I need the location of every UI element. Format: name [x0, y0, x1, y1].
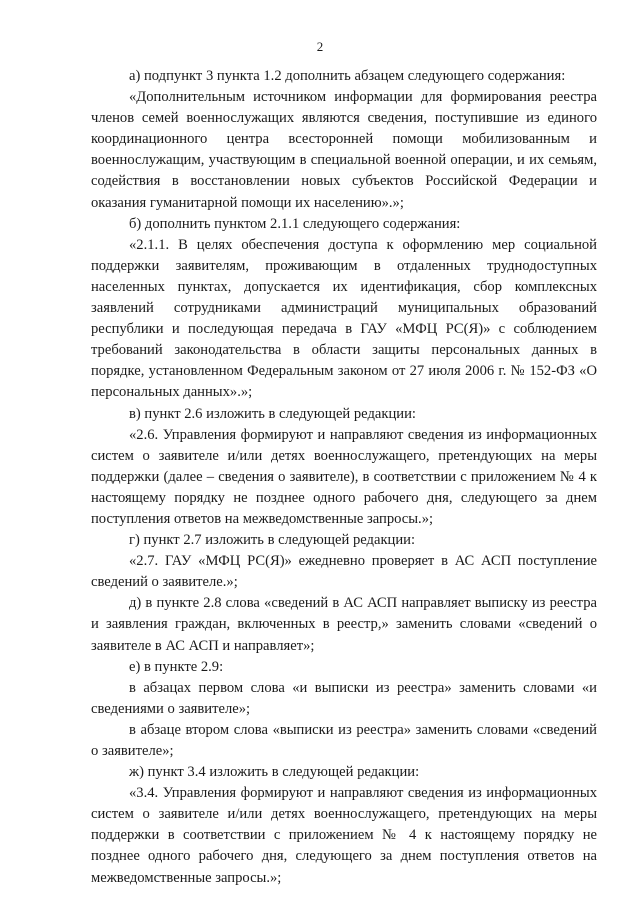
paragraph: «3.4. Управления формируют и направляют сведения из информационных систем о заявителе и/или детях военнослужащего, претендующих на меры поддержки в соответствии с приложением № 4 к настоящему порядку не позднее одного рабочего дня, следующего за днем поступления ответов на межведомственные запросы.»; — [91, 785, 597, 886]
paragraph: е) в пункте 2.9: — [129, 658, 224, 675]
page-number: 2 — [316, 39, 324, 54]
paragraph: в абзацах первом слова «и выписки из реестра» заменить словами «и сведениями о заявителе»; — [91, 679, 597, 717]
paragraph: «Дополнительным источником информации для формирования реестра членов семей военнослужащих являются сведения, поступившие из единого координационного центра всесторонней помощи мобилизованным и военнослужащим, участвующим в специальной военной операции, и их семьям, содействия в восстановлении новых субъектов Российской Федерации и оказания гуманитарной помощи их населению».»; — [91, 89, 597, 211]
paragraph: ж) пункт 3.4 изложить в следующей редакции: — [129, 764, 420, 781]
paragraph: а) подпункт 3 пункта 1.2 дополнить абзацем следующего содержания: — [129, 68, 566, 84]
paragraph: «2.1.1. В целях обеспечения доступа к оформлению мер социальной поддержки заявителям, проживающим в отдаленных труднодоступных населенных пунктах, допускается их идентификация, сбор комплексных заявлений сотрудниками администраций муниципальных образований республики и последующая передача в ГАУ «МФЦ РС(Я)» с соблюдением требований законодательства в области защиты персональных данных в порядке, установленном Федеральным законом от 27 июля 2006 г. № 152-ФЗ «О персональных данных».»; — [91, 236, 597, 401]
paragraph: д) в пункте 2.8 слова «сведений в АС АСП направляет выписку из реестра и заявления граждан, включенных в реестр,» заменить словами «сведений о заявителе в АС АСП и направляет»; — [91, 595, 597, 654]
paragraph: в) пункт 2.6 изложить в следующей редакции: — [129, 405, 416, 422]
paragraph: г) пункт 2.7 изложить в следующей редакции: — [129, 532, 416, 549]
paragraph: б) дополнить пунктом 2.1.1 следующего содержания: — [129, 215, 461, 232]
document-body — [91, 66, 597, 889]
paragraph: в абзаце втором слова «выписки из реестра» заменить словами «сведений о заявителе»; — [91, 721, 597, 759]
paragraph: «2.6. Управления формируют и направляют сведения из информационных систем о заявителе и/или детях военнослужащего, претендующих на меры поддержки (далее – сведения о заявителе), в соответствии с приложением № 4 к настоящему порядку не позднее одного рабочего дня, следующего за днем поступления ответов на межведомственные запросы.»; — [91, 426, 597, 527]
paragraph: «2.7. ГАУ «МФЦ РС(Я)» ежедневно проверяет в АС АСП поступление сведений о заявителе.»; — [91, 553, 597, 591]
